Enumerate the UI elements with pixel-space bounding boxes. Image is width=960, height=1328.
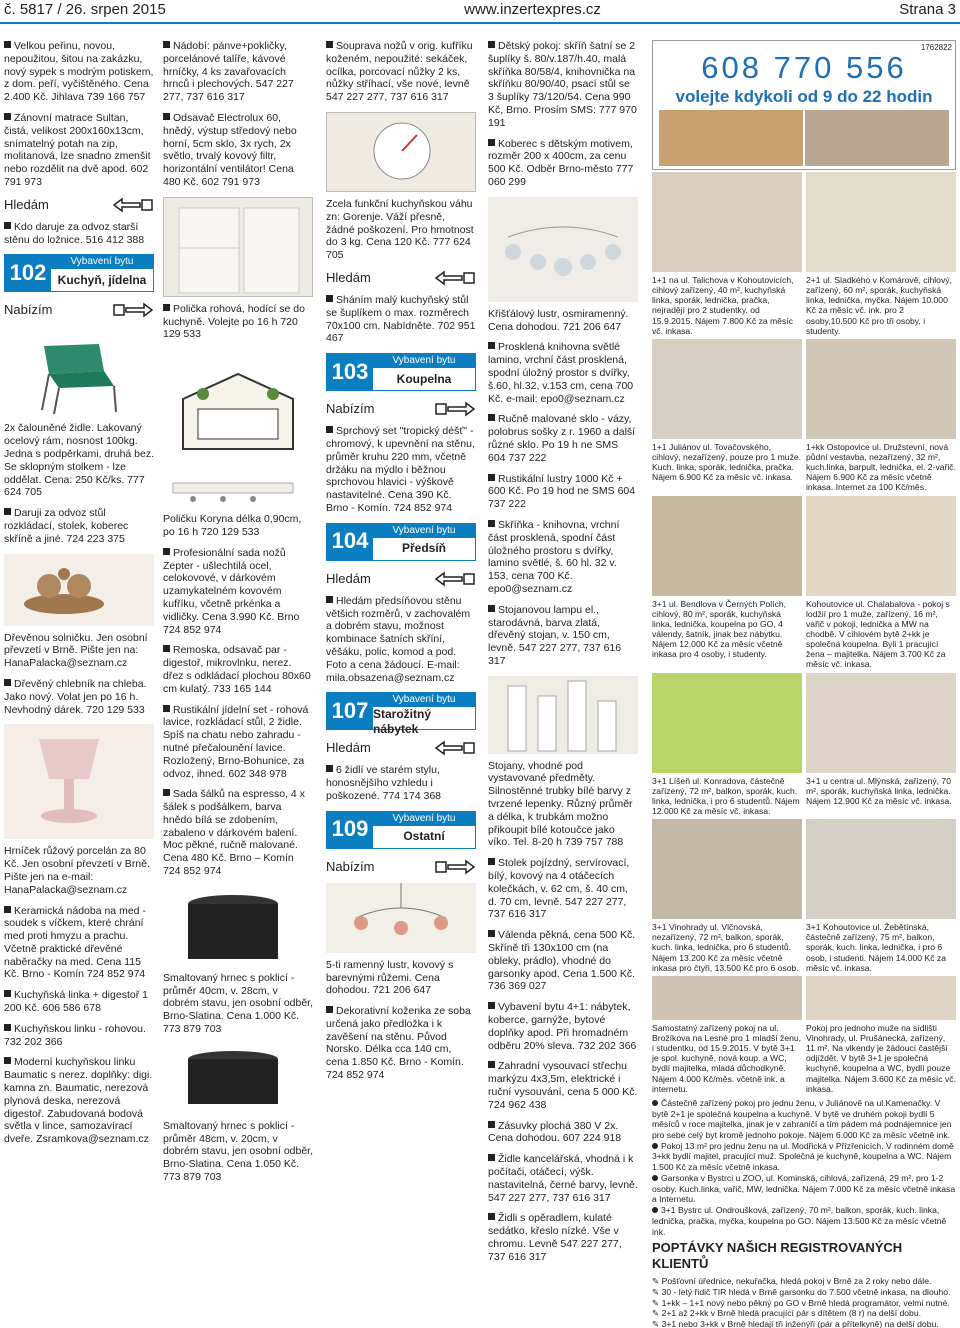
classified-ad: Moderní kuchyňskou linku Baumatic s nerez. doplňky: digi. kamna zn. Baumatic, nerezová plynová deska, nerezová digestoř. Zabudovaná bodová světla v lince, samozavírací dveře. Zsramkova@seznam.cz (4, 1056, 153, 1146)
classified-ad: Nádobí: pánve+pokličky, porcelánové talíře, kávové hrníčky, 4 ks zavařovacích hrnců i plechových. 547 227 277, 737 616 317 (163, 40, 294, 104)
bullet-listing: Garsonka v Bystrci u ZOO, ul. Kominská, cihlová, zařízená, 29 m², pro 1-2 osoby. Kuch.linka, vařič, MW, lednička. Nájem 7.000 Kč za měsíc včetně inkasa a Internetu. (652, 1172, 956, 1205)
bullet-listing: Pokoj 13 m² pro jednu ženu na ul. Modřická v Přízřenicích. V rodinném domě 3+kk bydlí majitel, pracující muž. Společná je kuchyně, koupelna a WC. Nájem 1.500 Kč za měsíc včetně inkasa. (652, 1140, 954, 1173)
bullet-listing: 3+1 Bystrc ul. Ondroušková, zařízený, 70 m², balkon, sporák, kuch. linka, lednička, pračka, myčka, koupelna po GO. Nájem 13.500 Kč za měsíc včetně ink. (652, 1205, 947, 1237)
scale-photo (326, 112, 476, 192)
classified-ad: Židle kancelářská, vhodná i k počítači, otáčecí, výšk. nastavitelná, černé barvy, levně. 547 227 277, 737 616 317 (488, 1153, 638, 1204)
poptavky-list (652, 1276, 956, 1328)
listing-card[interactable]: Pokoj pro jednoho muže na sídlišti Vinohrady, ul. Prušánecká, zařízený, 11 m². Na vlkendy je žádoucí častější odjíždět. V bytě 3+1 je společná kuchyně, koupelna a WC, bydlí pouze majitelka. Nájem 3.600 Kč za měsíc vč. inkasa. (806, 976, 956, 1094)
page-number: Strana 3 (899, 0, 956, 18)
column-2 (163, 40, 313, 1192)
classified-ad: Skříňka - knihovna, vrchní část prosklená, spodní část úložného prostoru s dvířky, lamino světlé, š. 60 hl. 32 v. 153, cena 700 Kč. epo0@seznam.cz (488, 518, 620, 595)
column-1 (4, 40, 154, 1154)
classified-ad: Dětský pokoj: skříň šatní se 2 šuplíky š. 80/v.187/h.40, malá skříňka 80/58/4, knihovnička na skříňku 80/90/40, psací stůl se 3 šuplíky 73/120/54. Cena 990 Kč, Brno. Prosím SMS: 777 970 191 (488, 40, 637, 129)
agency-tagline: volejte kdykoli od 9 do 22 hodin (675, 86, 933, 106)
classified-ad: Smaltovaný hrnec s poklicí - průměr 40cm, v. 28cm, v dobrém stavu, jen osobní odběr, Brno-Slatina. Cena 1.000 Kč. 773 879 703 (163, 971, 313, 1036)
section-hledam: Hledám (326, 571, 476, 587)
classified-ad: 5-ti ramenný lustr, kovový s barevnými růžemi. Cena dohodou. 721 206 647 (326, 958, 454, 997)
section-hledam: Hledám (326, 270, 476, 286)
classified-ad: Souprava nožů v orig. kufříku koženém, nepoužité: sekáček, ocílka, porcovací nůžky 2 ks, nůžky stříhací, vše nové, levně 547 227 277, 737 616 317 (326, 40, 473, 104)
poptavky-title: POPTÁVKY NAŠICH REGISTROVANÝCH KLIENTŮ (652, 1240, 903, 1272)
classified-ad: Zahradní vysouvací střechu markýzu 4x3,5m, elektrické i ruční vysouvání, cena 5 000 Kč. 724 962 438 (488, 1060, 638, 1111)
cup-photo (4, 724, 154, 839)
section-hledam: Hledám (4, 197, 154, 213)
arrow-right-icon (434, 401, 476, 417)
listing-card[interactable]: Samostatný zařízený pokoj na ul. Brožíkova na Lesné pro 1 mladší ženu, i studentku, od 15.9.2015. V bytě 3+1 je spol. kuchyně, nová koup. a WC, bydlí majitelka, mladá důchodkyně. Nájem 4.000 Kč/měs. včetně ink. a internetu. (652, 976, 802, 1094)
classified-ad: Profesionální sada nožů Zepter - ušlechtilá ocel, celokovové, v dárkovém uzamykatelném kovovém kufříku, včetně prkénka a vidličky. Cena 3.990 Kč. Brno 724 852 974 (163, 546, 300, 636)
classified-ad: 6 židlí ve starém stylu, honosnějšího vzhledu i poškozené. 774 174 368 (326, 764, 442, 802)
arrow-left-icon (434, 571, 476, 587)
listing-card[interactable]: 1+1 na ul. Talichova v Kohoutovicích, cihlový zařízený, 40 m², kuchyňská linka, sporák, lednička, pračka, nejradějí pro 2 studentky, od 15.9.2015. Nájem 7.800 Kč za měsíc vč. inkasa. (652, 172, 802, 336)
category-name: Kuchyň, jídelna (57, 273, 147, 288)
section-nabizim: Nabízím (326, 401, 476, 417)
agency-phone-box (652, 40, 956, 170)
column-3 (326, 40, 476, 1090)
chair-photo (4, 326, 154, 416)
bullet-listing: Částečně zařízený pokoj pro jednu ženu, v Juliánově na ul.Kamenačky. V bytě 2+1 je společná koupelna a kuchyně. V bytě ve druhém pokoji bydlí 5 měsíců v roce majitelka, jinak je v zahraničí a tím pádem má podnájemnice jen pro sebe celý byt kromě jednoho pokoje. Nájem 6.000 Kč za měsíc včetně ink. (652, 1097, 952, 1140)
classified-ad: 2x čalouněné židle. Lakovaný ocelový rám, nosnost 100kg. Jedna s podpěrkami, druhá bez. Se sklopným stolkem - lze oddělat. Cena: 250 Kč/ks. 777 624 705 (4, 422, 154, 499)
category-name: Koupelna (396, 371, 452, 386)
category-super: Vybavení bytu (373, 693, 475, 707)
arrow-left-icon (434, 270, 476, 286)
classified-ad: Poličku Koryna délka 0,90cm, po 16 h 720 129 533 (163, 513, 302, 538)
category-box (326, 692, 476, 736)
category-super: Vybavení bytu (373, 812, 475, 826)
category-super: Vybavení bytu (373, 354, 475, 368)
request-item: ✎ 1+kk – 1+1 nový nebo pěkný po GO v Brně hledá programátor, velmi nutné. (652, 1297, 950, 1308)
classified-ad: Stolek pojízdný, servírovací, bílý, kovový na 4 otáčecích kolečkách, v. 62 cm, š. 40 cm, d. 70 cm, levně. 547 227 277, 737 616 317 (488, 857, 630, 921)
listing-card[interactable]: 3+1 ul. Bendlova v Černých Polích, cihlový, 80 m², sporák, kuchyňská linka, lednička, koupelna po GO, 4 válendy, šatník, jinak bez nábytku. Nájem 12.000 Kč za měsíc včetně inkasa pro 4 osoby, i studenty. (652, 496, 802, 670)
listing-card[interactable]: 3+1 Líšeň ul. Konradova, částečně zařízený, 72 m², balkon, sporák, kuch. linka, lednička, i pro 6 studentů. Nájem 12.000 Kč za měsíc vč. inkasa. (652, 673, 802, 817)
classified-ad: Sprchový set "tropický déšť" - chromový, k upevnění na stěnu, průměr kruhu 220 mm, včetně držáku na mýdlo i běžnou sprchovou hlavici - výškově nastavitelné. Cena 390 Kč. Brno - Komín. 724 852 974 (326, 425, 475, 514)
category-box (326, 523, 476, 561)
classified-ad: Rustikální lustry 1000 Kč + 600 Kč. Po 19 hod ne SMS 604 737 222 (488, 472, 636, 511)
listing-card[interactable]: 3+1 Kohoutovice ul. Žebětínská, částečně zařízený, 75 m², balkon, sporák, kuch. linka, lednička, i pro 6 osob, i studenti. Nájem 14.000 Kč za měsíc vč. inkasa. (806, 819, 956, 973)
listing-grid (652, 172, 956, 1094)
request-item: ✎ 30 - letý řidič TIR hledá v Brně garsonku do 7.500 včetně inkasa, na dlouho. (652, 1286, 951, 1297)
classified-ad: Stojany, vhodné pod vystavované předměty. Silnostěnné trubky bílé barvy z tvrzené lepenky. Různý průměr a délka, k trubkám možno přikoupit bílé kotoučce jako víko. Tel. 8-20 h 739 757 788 (488, 759, 633, 849)
listing-card[interactable]: 3+1 Vinohrady ul. Vlčnovská, nezařízený, 72 m², balkon, sporák, kuch. linka, lednička, pro 6 studentů. Nájem 13.200 Kč za měsíc včetně inkasa pro čtyři, 13.500 Kč pro 6 osob. (652, 819, 802, 973)
enamel-pot-2-photo (163, 1044, 313, 1114)
classified-ad: Sháním malý kuchyňský stůl se šuplíkem o max. rozměrech 70x100 cm. Nabídněte. 702 951 467 (326, 293, 476, 345)
classified-ad: Kdo daruje za odvoz starší stěnu do ložnice. 516 412 388 (4, 220, 145, 246)
agency-phone[interactable]: 608 770 556 (701, 50, 907, 85)
classified-ad: Zánovní matrace Sultan, čistá, velikost 200x160x13cm, snímatelný potah na zip, molitanová, lze snadno zmenšit nebo rozdělit na dvě apod. 602 791 973 (4, 111, 151, 188)
listing-card[interactable]: Kohoutovice ul. Chalabalova - pokoj s lodžií pro 1 muže, zařízený, 16 m², vařič v pokoji, lednička a MW na chodbě. V cihlovém bytě 2+kk je společná koupelna. Byli 1 pracující žena – majitelka. Nájem 3.700 Kč za měsíc vč. inkasa. (806, 496, 956, 670)
reference-id: 1762822 (920, 43, 952, 52)
issue-info: č. 5817 / 26. srpen 2015 (4, 0, 166, 18)
column-4 (488, 40, 638, 1272)
classified-ad: Dřevěnou solničku. Jen osobní převzetí v Brně. Pište jen na: HanaPalacka@seznam.cz (4, 631, 148, 670)
listing-card[interactable]: 3+1 u centra ul. Mlýnská, zařízený, 70 m², sporák, kuchyňská linka, lednička. Nájem 12.900 Kč za měsíc vč. inkasa. (806, 673, 956, 817)
classified-ad: Ručně malované sklo - vázy, polobrus sošky z r. 1960 a další různé sklo. Po 19 h ne SMS 604 737 222 (488, 413, 636, 464)
category-number: 107 (327, 693, 373, 729)
classified-ad: Vybavení bytu 4+1: nábytek, koberce, garnýže, bytové doplňky apod. Při hromadném odběru 20% sleva. 732 202 366 (488, 1001, 637, 1052)
classified-ad: Dřevěný chlebník na chleba. Jako nový. Volat jen po 16 h. Nevhodný dárek. 720 129 533 (4, 677, 147, 716)
request-item: ✎ Pošťovní úřednice, nekuřačka, hledá pokoj v Brně za 2 roky nebo dále. (652, 1276, 932, 1287)
chandelier-photo (326, 883, 476, 953)
bread-box-photo (163, 349, 313, 469)
classified-ad: Hledám předsíňovou stěnu většich rozměrů, v zachovalém a dobrém stavu, možnost kombinace šatních skříní, věšáku, polic, komod a pod. Foto a cena žádoucí. E-mail: mila.obsazena@seznam.cz (326, 594, 471, 684)
classified-ad: Válenda pěkná, cena 500 Kč. Skříně tři 130x100 cm (na obleky, prádlo), vhodné do garsonky apod. Cena 1.500 Kč. 736 369 027 (488, 929, 636, 993)
classified-ad: Odsavač Electrolux 60, hnědý, výstup středový nebo horní, 5cm sklo, 3x rych, 2x světlo, trvalý kovový filtr, horizontální ventilátor! Cena 480 Kč. 602 791 973 (163, 111, 297, 188)
listing-bullets (652, 1098, 956, 1238)
classified-ad: Prosklená knihovna světlé lamino, vrchní část prosklená, spodní úložný prostor s dvířky, š.60, hl.32, v.153 cm, cena 700 Kč. e-mail: epo0@seznam.cz (488, 341, 634, 405)
real-estate-block (652, 40, 956, 1328)
site-url[interactable]: www.inzertexpres.cz (464, 0, 601, 18)
classified-ad: Křišťálový lustr, osmiramenný. Cena dohodou. 721 206 647 (488, 307, 629, 333)
listing-card[interactable]: 2+1 ul. Sladkého v Komárově, cihlový, zařízený, 60 m², sporák, kuchyňská linka, lednička, myčka. Nájem 10.000 Kč za měsíc vč. ink. pro 2 osoby,10.500 Kč pro tři osoby, i studenty. (806, 172, 956, 336)
classified-ad: Kuchyňská linka + digestoř 1 200 Kč. 606 586 678 (4, 989, 148, 1015)
section-nabizim: Nabízím (326, 859, 476, 875)
classified-ad: Remoska, odsavač par - digestoř, mikrovlnku, nerez. dřez s odkládací plochou 80x60 cm kulatý. 733 165 144 (163, 644, 311, 695)
category-super: Vybavení bytu (373, 524, 475, 538)
section-nabizim: Nabízím (4, 302, 154, 318)
category-box (326, 353, 476, 391)
arrow-right-icon (434, 859, 476, 875)
category-name: Starožitný nábytek (373, 707, 432, 736)
request-item: ✎ 3+1 nebo 3+kk v Brně hledají tři inženýři (pár a přítelkyně) na delší dobu. (652, 1318, 939, 1328)
category-box (326, 811, 476, 849)
classified-ad: Stojanovou lampu el., starodávná, barva zlatá, dřevěný stojan, v. 150 cm, levně. 547 227 277, 737 616 317 (488, 603, 622, 667)
page-header (0, 0, 960, 20)
category-name: Předsíň (401, 541, 446, 556)
tubes-photo (488, 676, 638, 754)
arrow-right-icon (112, 302, 154, 318)
wall-shelf-photo (163, 475, 313, 507)
header-rule (0, 22, 960, 24)
category-box (4, 254, 154, 292)
classified-ad: Zásuvky plochá 380 V 2x. Cena dohodou. 607 224 918 (488, 1119, 622, 1145)
classified-ad: Koberec s dětským motivem, rozměr 200 x 400cm, za cenu 500 Kč. Odběr Brno-město 777 060 299 (488, 137, 634, 188)
classified-ad: Hrníček růžový porcelán za 80 Kč. Jen osobní převzetí v Brně. Pište jen na e-mail: HanaPalacka@seznam.cz (4, 845, 150, 896)
classified-ad: Keramická nádoba na med - soudek s víčkem, které chrání med proti hmyzu a prachu. Včetně praktické dřevěné naběračky na med. Cena 115 Kč. Brno - Komín 724 852 974 (4, 904, 146, 981)
salt-cellar-photo (4, 554, 154, 626)
category-number: 104 (327, 524, 373, 560)
classified-ad: Velkou peřinu, novou, nepoužitou, šitou na zakázku, nový sypek s modrým potiskem, z dom. peří, vyčištěného. Cena 2.400 Kč. Jihlava 739 166 757 (4, 40, 154, 104)
crystal-chandelier-photo (488, 197, 638, 302)
category-number: 109 (327, 812, 373, 848)
request-item: ✎ 2+1 až 2+kk v Brně hledá pracující pár s dítětem (8 r) na delší dobu. (652, 1308, 921, 1319)
classified-ad: Rustikální jídelní set - rohová lavice, rozkládací stůl, 2 židle. Spíš na chatu nebo zahradu - nutné přečalounění lavice. Rozložený, Brno-Bohunice, za odvoz, ihned. 602 348 978 (163, 703, 309, 780)
classified-ad: Zcela funkční kuchyňskou váhu zn: Gorenje. Váží přesně, žádné poškození. Pro hmotnost do 3 kg. Cena 120 Kč. 777 624 705 (326, 197, 474, 262)
section-hledam: Hledám (326, 740, 476, 756)
listing-card[interactable]: 1+1 Juliánov ul. Tovačovského, cihlový, nezařízený, pouze pro 1 muže. Kuch. linka, sporák, lednička, pračka. Nájem 6.900 Kč za měsíc vč. inkasa. (652, 339, 802, 493)
classified-ad: Kuchyňskou linku - rohovou. 732 202 366 (4, 1022, 146, 1048)
classified-ad: Daruji za odvoz stůl rozkládací, stolek, koberec skříně a jiné. 724 223 375 (4, 507, 129, 545)
arrow-left-icon (112, 197, 154, 213)
enamel-pot-photo (163, 886, 313, 966)
classified-ad: Dekorativní koženka ze soba určená jako předložka i k zavěšení na stěnu. Původ Norsko. Délka cca 140 cm, cena 1.850 Kč. Brno - Komín. 724 852 974 (326, 1005, 471, 1082)
category-number: 102 (5, 255, 51, 291)
classified-ad: Polička rohová, hodící se do kuchyně. Volejte po 16 h 720 129 533 (163, 302, 305, 341)
corner-shelf-photo (163, 197, 313, 297)
classified-ad: Sada šálků na espresso, 4 x šálek s podšálkem, barva hnědo bílá se zdobením, zabaleno v dárkovém balení. Moc pěkné, ručně malované. Cena 480 Kč. Brno – Komín 724 852 974 (163, 788, 305, 878)
category-super: Vybavení bytu (51, 255, 153, 269)
listing-card[interactable]: 1+kk Ostopovice ul. Družstevní, nová půdní vestavba, nezařízený, 32 m², kuch.linka, barpult, lednička, el. 2-vařič. Nájem 6.900 Kč za měsíc včetně inkasa. Internet za 100 Kč/měs. (806, 339, 956, 493)
category-number: 103 (327, 354, 373, 390)
classified-ad: Židli s opěradlem, kulaté sedátko, křeslo nízké. Vše v chromu. Levně 547 227 277, 737 616 317 (488, 1212, 622, 1263)
classified-ad: Smaltovaný hrnec s poklicí - průměr 48cm, v. 20cm, v dobrém stavu, jen osobní odběr, Brno-Slatina. Cena 1.050 Kč. 773 879 703 (163, 1119, 313, 1184)
category-name: Ostatní (403, 829, 445, 844)
arrow-left-icon (434, 740, 476, 756)
